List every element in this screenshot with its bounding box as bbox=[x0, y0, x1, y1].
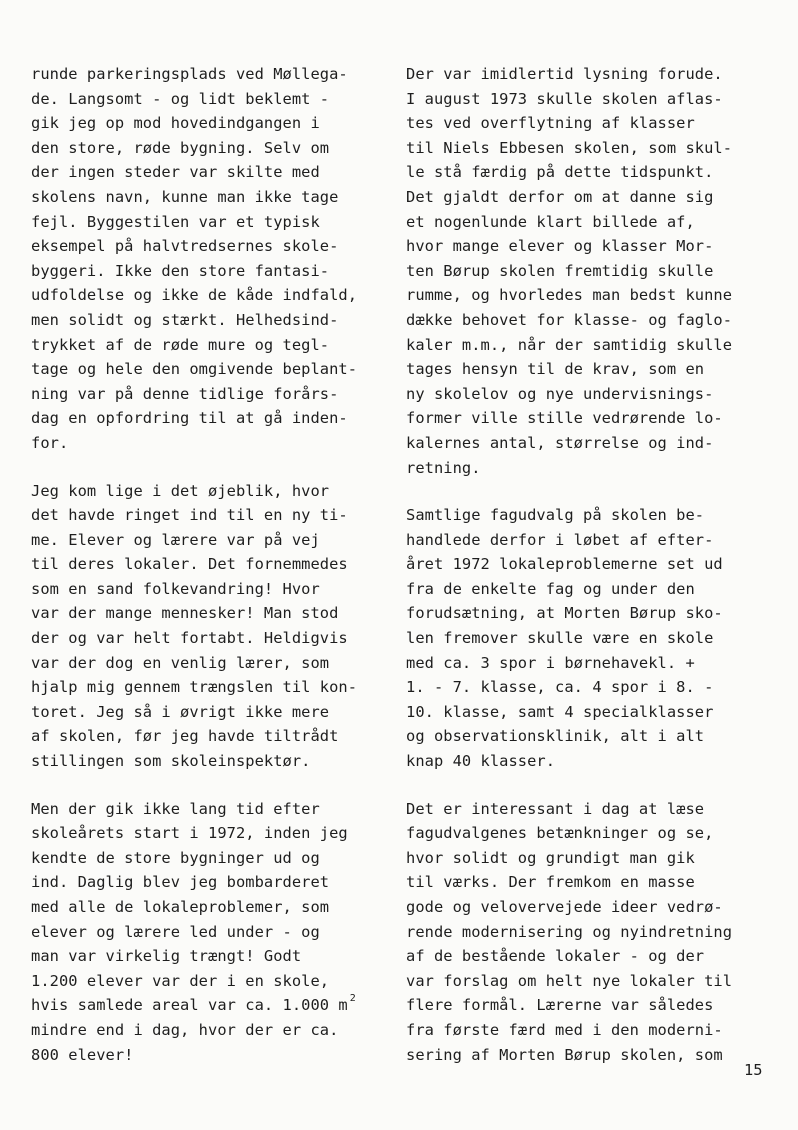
text-line: Jeg kom lige i det øjeblik, hvor bbox=[31, 481, 330, 500]
text-line: til værks. Der fremkom en masse bbox=[406, 873, 695, 892]
text-line: de. Langsomt - og lidt beklemt - bbox=[31, 89, 330, 108]
text-line: former ville stille vedrørende lo- bbox=[406, 409, 723, 428]
text-line: toret. Jeg så i øvrigt ikke mere bbox=[31, 702, 330, 721]
text-line: til deres lokaler. Det fornemmedes bbox=[31, 555, 348, 574]
text-line: dække behovet for klasse- og faglo- bbox=[406, 310, 733, 329]
text-line: der og var helt fortabt. Heldigvis bbox=[31, 629, 348, 648]
text-line: fra de enkelte fag og under den bbox=[406, 579, 695, 598]
paragraph bbox=[406, 503, 776, 774]
text-line: dag en opfordring til at gå inden- bbox=[31, 409, 348, 428]
text-line: I august 1973 skulle skolen aflas- bbox=[406, 89, 723, 108]
text-line: eksempel på halvtredsernes skole- bbox=[31, 237, 339, 256]
text-line: et nogenlunde klart billede af, bbox=[406, 212, 695, 231]
text-line: det havde ringet ind til en ny ti- bbox=[31, 506, 348, 525]
text-line: 800 elever! bbox=[31, 1045, 134, 1064]
text-line: kendte de store bygninger ud og bbox=[31, 848, 320, 867]
text-line: fra første færd med i den moderni- bbox=[406, 1020, 723, 1039]
text-line: forudsætning, at Morten Børup sko- bbox=[406, 604, 723, 623]
text-line: Det er interessant i dag at læse bbox=[406, 799, 705, 818]
text-line: man var virkelig trængt! Godt bbox=[31, 947, 302, 966]
text-line-content: hvis samlede areal var ca. 1.000 m bbox=[31, 996, 348, 1015]
text-line: tage og hele den omgivende beplant- bbox=[31, 360, 358, 379]
page-number: 15 bbox=[744, 1061, 763, 1079]
text-line: skolens navn, kunne man ikke tage bbox=[31, 187, 339, 206]
text-line: var der mange mennesker! Man stod bbox=[31, 604, 339, 623]
text-line: Samtlige fagudvalg på skolen be- bbox=[406, 506, 705, 525]
text-line: der ingen steder var skilte med bbox=[31, 163, 320, 182]
text-line: gode og velovervejede ideer vedrø- bbox=[406, 898, 723, 916]
text-line: som en sand folkevandring! Hvor bbox=[31, 579, 320, 598]
text-line: handlede derfor i løbet af efter- bbox=[406, 530, 714, 549]
right-column bbox=[406, 62, 776, 1090]
text-line: len fremover skulle være en skole bbox=[406, 629, 714, 648]
text-line: Det gjaldt derfor om at danne sig bbox=[406, 187, 714, 206]
text-line: var der dog en venlig lærer, som bbox=[31, 653, 330, 672]
text-line: ten Børup skolen fremtidig skulle bbox=[406, 261, 714, 280]
text-line: med alle de lokaleproblemer, som bbox=[31, 898, 330, 916]
text-line: den store, røde bygning. Selv om bbox=[31, 138, 330, 157]
text-line: mindre end i dag, hvor der er ca. bbox=[31, 1020, 339, 1039]
text-line: fejl. Byggestilen var et typisk bbox=[31, 212, 320, 231]
text-line: 1.200 elever var der i en skole, bbox=[31, 971, 330, 990]
paragraph bbox=[31, 797, 376, 1068]
text-line: runde parkeringsplads ved Møllega- bbox=[31, 65, 348, 83]
paragraph bbox=[406, 62, 776, 480]
paragraph bbox=[406, 797, 776, 1068]
text-line: retning. bbox=[406, 458, 481, 477]
text-line: byggeri. Ikke den store fantasi- bbox=[31, 261, 330, 280]
text-line: elever og lærere led under - og bbox=[31, 922, 320, 941]
text-line: for. bbox=[31, 433, 69, 452]
text-line bbox=[31, 993, 376, 1018]
text-line: stillingen som skoleinspektør. bbox=[31, 752, 311, 771]
text-line: me. Elever og lærere var på vej bbox=[31, 530, 320, 549]
text-line: hvor solidt og grundigt man gik bbox=[406, 848, 695, 867]
text-line: 10. klasse, samt 4 specialklasser bbox=[406, 702, 714, 721]
text-line: ind. Daglig blev jeg bombarderet bbox=[31, 873, 330, 892]
text-line: udfoldelse og ikke de kåde indfald, bbox=[31, 286, 358, 305]
paragraph bbox=[31, 62, 376, 456]
text-line: var forslag om helt nye lokaler til bbox=[406, 971, 733, 990]
text-line: med ca. 3 spor i børnehavekl. + bbox=[406, 653, 695, 672]
text-line: le stå færdig på dette tidspunkt. bbox=[406, 163, 714, 182]
text-line: fagudvalgenes betænkninger og se, bbox=[406, 824, 714, 843]
text-line: til Niels Ebbesen skolen, som skul- bbox=[406, 138, 733, 157]
text-line: Der var imidlertid lysning forude. bbox=[406, 65, 723, 83]
text-line: tages hensyn til de krav, som en bbox=[406, 360, 705, 379]
text-line: 1. - 7. klasse, ca. 4 spor i 8. - bbox=[406, 678, 714, 697]
text-line: hjalp mig gennem trængslen til kon- bbox=[31, 678, 358, 697]
text-line: af skolen, før jeg havde tiltrådt bbox=[31, 727, 339, 746]
superscript: 2 bbox=[349, 993, 356, 1005]
text-line: Men der gik ikke lang tid efter bbox=[31, 799, 320, 818]
text-line: og observationsklinik, alt i alt bbox=[406, 727, 705, 746]
left-column bbox=[31, 62, 376, 1090]
text-line: kalernes antal, størrelse og ind- bbox=[406, 433, 714, 452]
text-line: hvor mange elever og klasser Mor- bbox=[406, 237, 714, 256]
text-line: skoleårets start i 1972, inden jeg bbox=[31, 824, 348, 843]
text-line: kaler m.m., når der samtidig skulle bbox=[406, 335, 733, 354]
text-line: men solidt og stærkt. Helhedsind- bbox=[31, 310, 339, 329]
text-line: flere formål. Lærerne var således bbox=[406, 996, 714, 1015]
text-line: knap 40 klasser. bbox=[406, 752, 556, 771]
text-line: sering af Morten Børup skolen, som bbox=[406, 1045, 723, 1064]
text-line: trykket af de røde mure og tegl- bbox=[31, 335, 330, 354]
text-line: året 1972 lokaleproblemerne set ud bbox=[406, 555, 723, 574]
text-line: ning var på denne tidlige forårs- bbox=[31, 384, 339, 403]
text-line: gik jeg op mod hovedindgangen i bbox=[31, 114, 320, 133]
text-line: rumme, og hvorledes man bedst kunne bbox=[406, 286, 733, 305]
text-line: ny skolelov og nye undervisnings- bbox=[406, 384, 714, 403]
text-line: tes ved overflytning af klasser bbox=[406, 114, 695, 133]
text-line: rende modernisering og nyindretning bbox=[406, 922, 733, 941]
text-line: af de bestående lokaler - og der bbox=[406, 947, 705, 966]
paragraph bbox=[31, 479, 376, 774]
